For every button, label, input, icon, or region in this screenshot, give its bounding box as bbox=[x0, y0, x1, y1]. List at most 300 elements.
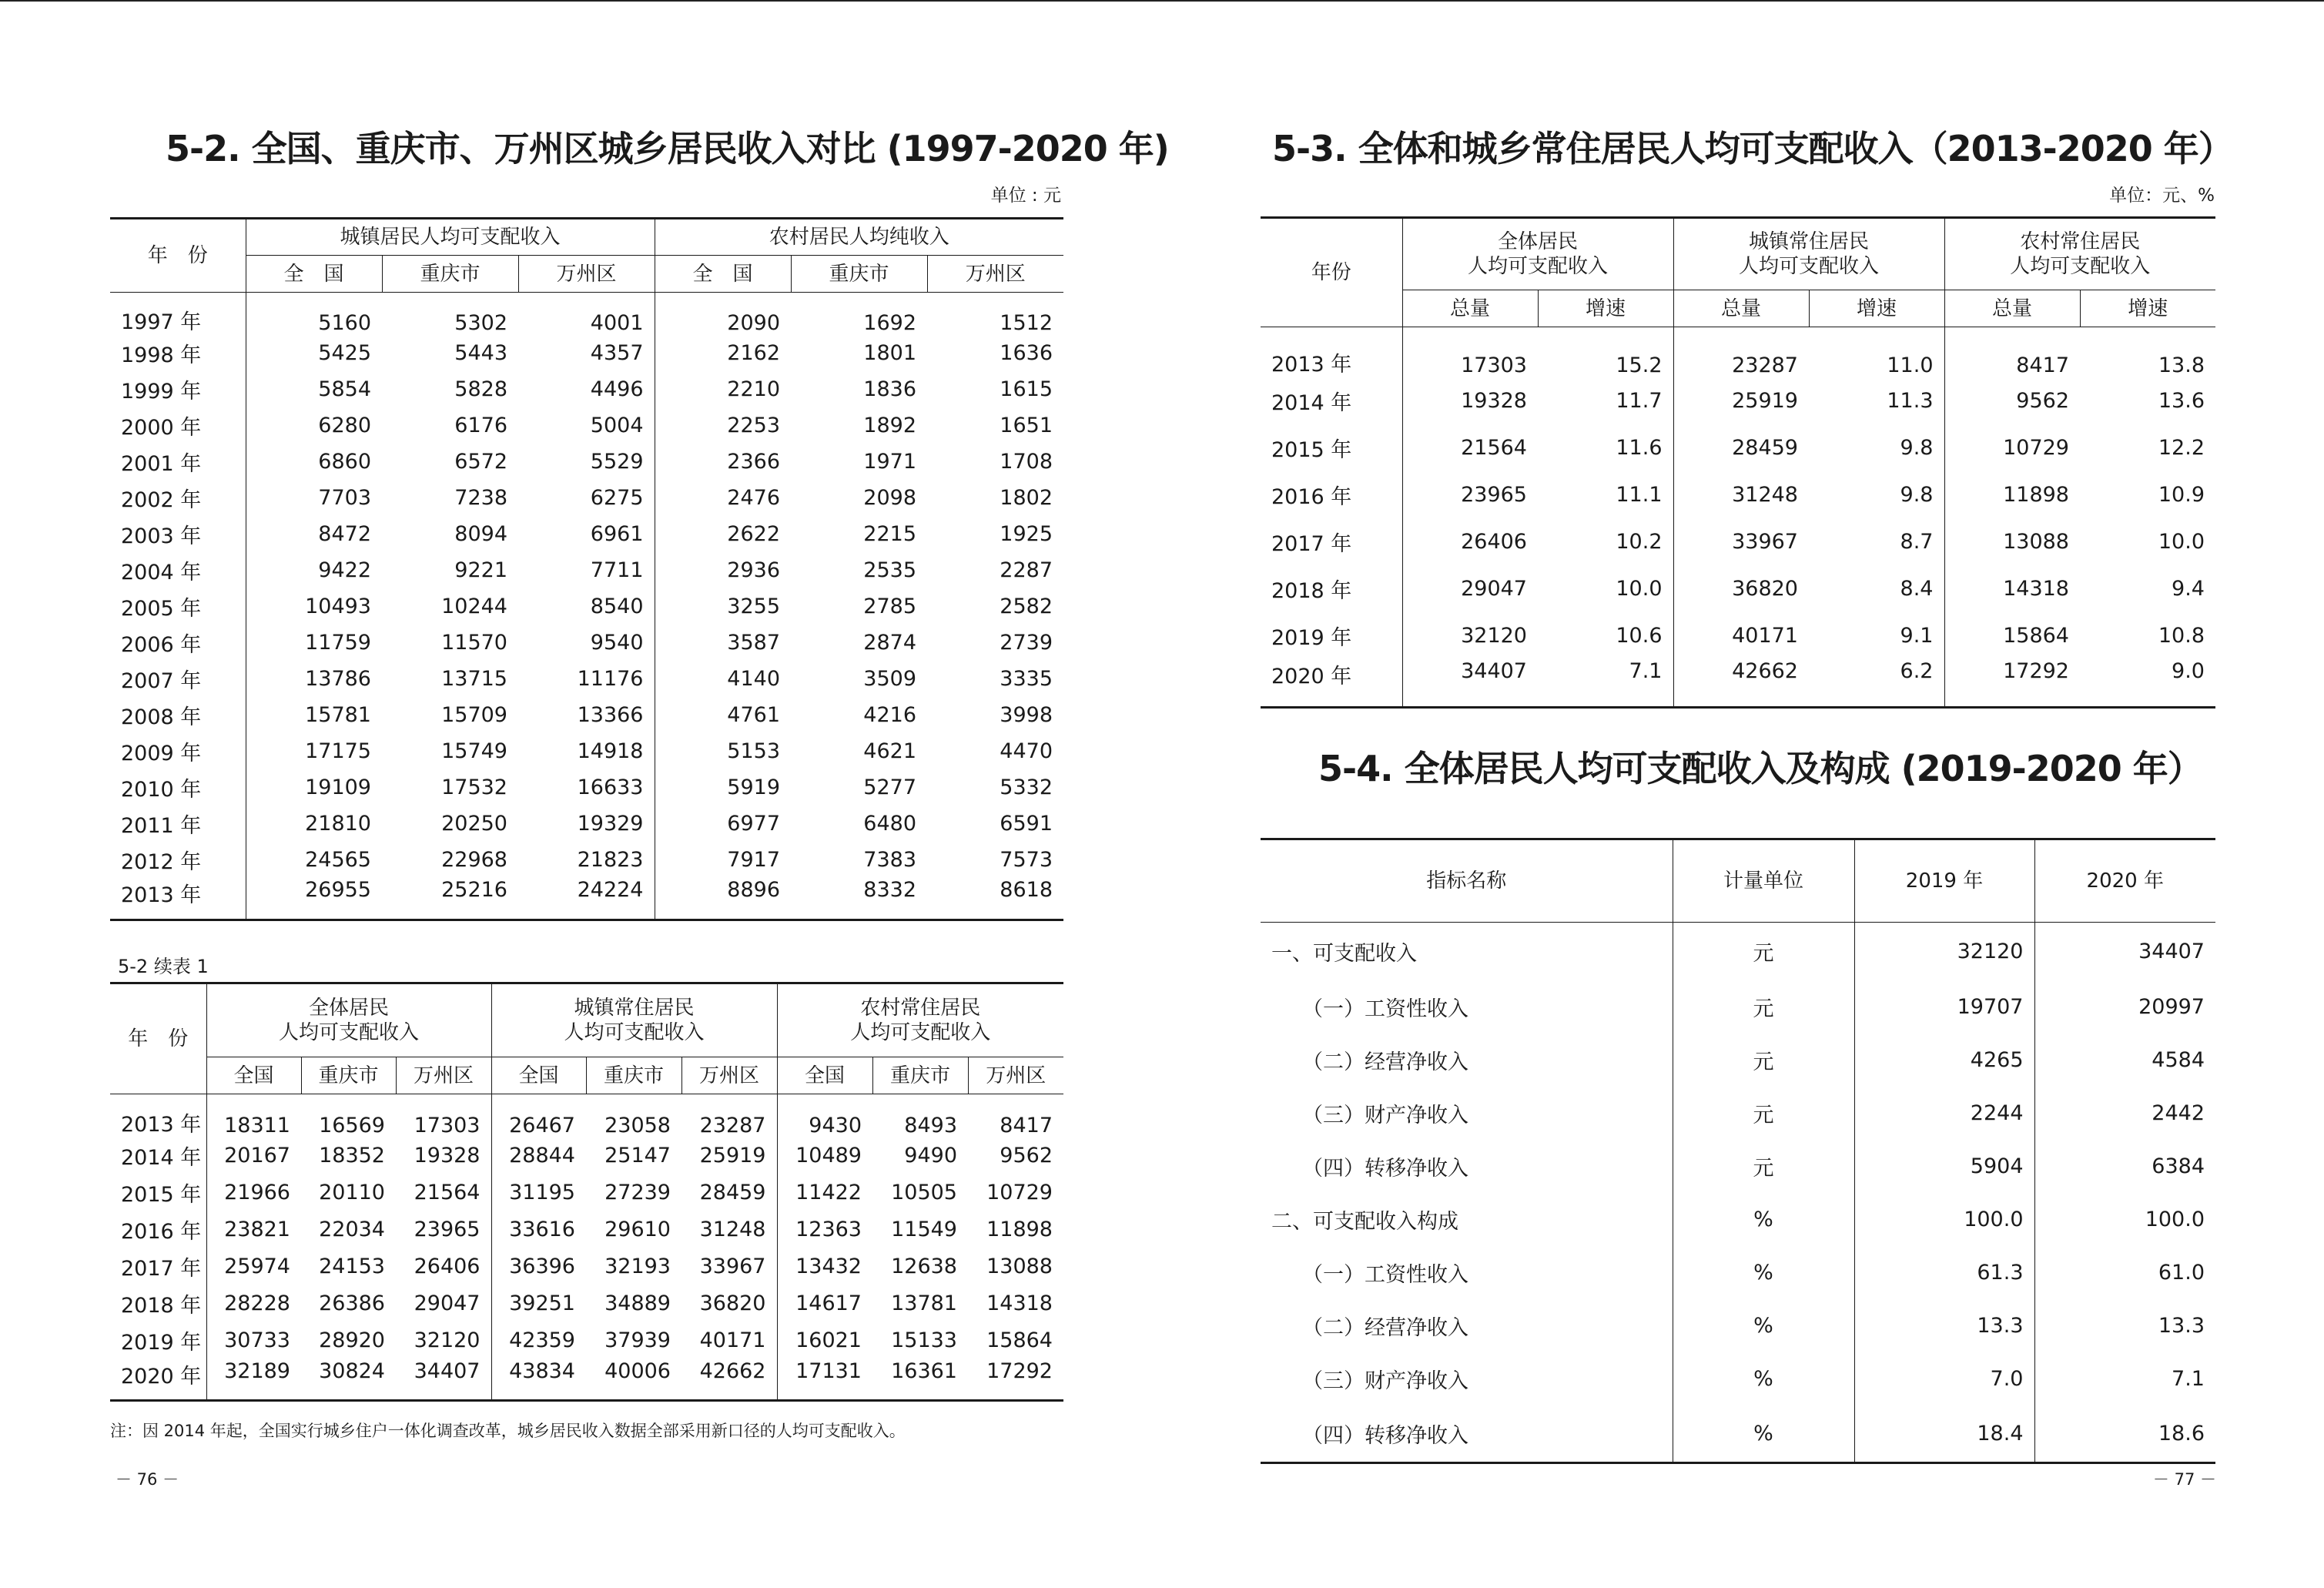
group-header-line: 全体居民 bbox=[1497, 230, 1578, 253]
value-cell: 9562 bbox=[1000, 1144, 1053, 1168]
year-cell: 2001 年 bbox=[121, 451, 202, 476]
year-cell: 2004 年 bbox=[121, 560, 202, 585]
value-cell: 30824 bbox=[319, 1359, 385, 1383]
value-cell: 40006 bbox=[604, 1359, 671, 1383]
table-row bbox=[110, 444, 1063, 480]
value-cell: 4216 bbox=[863, 702, 916, 727]
unit-cell: 元 bbox=[1673, 1034, 1854, 1087]
rural-residents-group-header bbox=[777, 983, 1063, 1057]
table-row bbox=[110, 1137, 1063, 1174]
value-cell: 26467 bbox=[491, 1094, 586, 1137]
value-cell: 1836 bbox=[863, 377, 916, 401]
table-row bbox=[1261, 612, 2215, 659]
value-cell: 6961 bbox=[590, 521, 644, 546]
value-cell: 4001 bbox=[590, 310, 644, 335]
column-header: 全国 bbox=[206, 1057, 301, 1094]
value-cell: 1801 bbox=[863, 340, 916, 365]
column-header: 重庆市 bbox=[586, 1057, 681, 1094]
value-cell: 12363 bbox=[777, 1211, 872, 1248]
value-cell: 11176 bbox=[577, 666, 644, 691]
all-residents-group-header bbox=[206, 983, 491, 1057]
table-row bbox=[1261, 1034, 2215, 1087]
value-cell: 28228 bbox=[206, 1285, 301, 1322]
value-cell: 7383 bbox=[863, 847, 916, 872]
value-cell: 32120 bbox=[414, 1328, 481, 1352]
value-cell: 9430 bbox=[777, 1094, 872, 1137]
value-cell: 28844 bbox=[491, 1137, 586, 1174]
value-cell: 32193 bbox=[604, 1255, 671, 1278]
value-cell: 20167 bbox=[206, 1137, 301, 1174]
value-cell: 5919 bbox=[655, 769, 791, 806]
value-cell: 19328 bbox=[414, 1144, 481, 1168]
year-cell: 1997 年 bbox=[121, 310, 202, 334]
value-cell: 14318 bbox=[986, 1292, 1053, 1315]
table-row bbox=[1261, 377, 2215, 424]
indicator-name-cell: （一）工资性收入 bbox=[1302, 997, 1468, 1021]
value-cell: 19329 bbox=[577, 811, 644, 836]
value-cell: 28459 bbox=[699, 1181, 766, 1204]
value-cell: 3509 bbox=[863, 666, 916, 691]
value-cell: 32189 bbox=[206, 1359, 301, 1401]
value-cell: 28920 bbox=[319, 1328, 385, 1352]
value-cell: 13432 bbox=[777, 1248, 872, 1285]
value-cell: 40171 bbox=[699, 1328, 766, 1352]
value-cell: 29610 bbox=[604, 1218, 671, 1241]
table-5-2-body bbox=[110, 293, 1063, 920]
value-cell: 5425 bbox=[246, 335, 382, 371]
value-cell: 11.1 bbox=[1616, 482, 1663, 507]
value-cell: 18311 bbox=[206, 1094, 301, 1137]
year-cell: 2010 年 bbox=[121, 777, 202, 802]
table-5-4-header bbox=[1261, 839, 2215, 923]
year-cell: 2009 年 bbox=[121, 741, 202, 766]
value-cell: 24153 bbox=[319, 1255, 385, 1278]
column-header: 重庆市 bbox=[872, 1057, 968, 1094]
value-cell: 21810 bbox=[246, 806, 382, 842]
unit-cell: % bbox=[1673, 1299, 1854, 1352]
value-cell: 4584 bbox=[2034, 1034, 2215, 1087]
value-cell: 8472 bbox=[246, 516, 382, 552]
indicator-name-header: 指标名称 bbox=[1261, 839, 1673, 923]
indicator-name-cell: 一、可支配收入 bbox=[1271, 941, 1417, 966]
year-2020-header: 2020 年 bbox=[2034, 839, 2215, 923]
table-row bbox=[110, 806, 1063, 842]
value-cell: 32120 bbox=[1854, 923, 2034, 980]
group-header-line: 人均可支配收入 bbox=[1738, 255, 1879, 278]
value-cell: 1802 bbox=[1000, 485, 1053, 510]
value-cell: 26406 bbox=[1402, 518, 1538, 565]
value-cell: 17532 bbox=[441, 775, 507, 799]
value-cell: 5854 bbox=[246, 371, 382, 407]
value-cell: 2535 bbox=[863, 558, 916, 582]
value-cell: 36820 bbox=[699, 1292, 766, 1315]
table-row bbox=[110, 1359, 1063, 1401]
value-cell: 20250 bbox=[441, 811, 507, 836]
table-row bbox=[110, 1211, 1063, 1248]
table-row bbox=[110, 335, 1063, 371]
value-cell: 31195 bbox=[491, 1174, 586, 1211]
value-cell: 5277 bbox=[863, 775, 916, 799]
value-cell: 23965 bbox=[1402, 471, 1538, 518]
value-cell: 15864 bbox=[986, 1328, 1053, 1352]
value-cell: 10493 bbox=[246, 588, 382, 625]
year-cell: 2015 年 bbox=[121, 1183, 202, 1207]
rural-residents-group-header bbox=[1944, 218, 2215, 290]
value-cell: 15781 bbox=[246, 697, 382, 733]
value-cell: 6480 bbox=[863, 811, 916, 836]
value-cell: 28459 bbox=[1673, 424, 1809, 471]
table-row bbox=[110, 842, 1063, 878]
value-cell: 8493 bbox=[904, 1113, 957, 1137]
table-5-3 bbox=[1261, 216, 2215, 709]
value-cell: 5828 bbox=[454, 377, 507, 401]
value-cell: 43834 bbox=[491, 1359, 586, 1401]
year-cell: 2016 年 bbox=[1271, 484, 1352, 509]
table-row bbox=[1261, 1405, 2215, 1463]
value-cell: 8618 bbox=[1000, 877, 1053, 902]
table-row bbox=[110, 552, 1063, 588]
value-cell: 9422 bbox=[246, 552, 382, 588]
group-header-line: 农村常住居民 bbox=[2020, 230, 2141, 253]
table-row bbox=[110, 661, 1063, 697]
year-cell: 2016 年 bbox=[121, 1220, 202, 1244]
value-cell: 2287 bbox=[1000, 558, 1053, 582]
table-5-2-continued-body bbox=[110, 1094, 1063, 1401]
value-cell: 2476 bbox=[655, 480, 791, 516]
value-cell: 42359 bbox=[491, 1322, 586, 1359]
year-cell: 2014 年 bbox=[121, 1146, 202, 1170]
table-row bbox=[1261, 424, 2215, 471]
table-5-2-continued-label: 5-2 续表 1 bbox=[118, 956, 209, 977]
value-cell: 2366 bbox=[655, 444, 791, 480]
value-cell: 32120 bbox=[1402, 612, 1538, 659]
value-cell: 11422 bbox=[777, 1174, 872, 1211]
value-cell: 2785 bbox=[863, 594, 916, 618]
value-cell: 100.0 bbox=[1854, 1193, 2034, 1246]
table-5-2-title: 5-2. 全国、重庆市、万州区城乡居民收入对比 (1997-2020 年) bbox=[166, 128, 1169, 169]
column-header: 全 国 bbox=[655, 256, 791, 293]
value-cell: 100.0 bbox=[2034, 1193, 2215, 1246]
column-header: 万州区 bbox=[518, 256, 655, 293]
table-5-3-unit: 单位：元、% bbox=[2109, 186, 2215, 206]
group-header-line: 人均可支配收入 bbox=[2010, 255, 2151, 278]
value-cell: 10.8 bbox=[2158, 623, 2205, 648]
value-cell: 34407 bbox=[1402, 659, 1538, 708]
table-5-4-body bbox=[1261, 923, 2215, 1463]
column-header: 总量 bbox=[1673, 290, 1809, 327]
value-cell: 29047 bbox=[1402, 565, 1538, 612]
value-cell: 11759 bbox=[246, 625, 382, 661]
table-row bbox=[110, 733, 1063, 769]
value-cell: 7.1 bbox=[1629, 658, 1663, 683]
value-cell: 10.2 bbox=[1616, 529, 1663, 554]
value-cell: 3255 bbox=[655, 588, 791, 625]
value-cell: 2582 bbox=[1000, 594, 1053, 618]
value-cell: 8.4 bbox=[1900, 576, 1934, 601]
year-cell: 2018 年 bbox=[121, 1294, 202, 1318]
value-cell: 1708 bbox=[1000, 449, 1053, 474]
value-cell: 6977 bbox=[655, 806, 791, 842]
rural-income-group-header: 农村居民人均纯收入 bbox=[655, 219, 1063, 256]
value-cell: 7.0 bbox=[1854, 1352, 2034, 1405]
value-cell: 17175 bbox=[246, 733, 382, 769]
value-cell: 2874 bbox=[863, 630, 916, 655]
value-cell: 10729 bbox=[986, 1181, 1053, 1204]
value-cell: 2244 bbox=[1854, 1087, 2034, 1140]
table-5-2 bbox=[110, 217, 1063, 921]
table-5-3-header bbox=[1261, 218, 2215, 327]
value-cell: 26955 bbox=[246, 878, 382, 920]
value-cell: 17292 bbox=[986, 1359, 1053, 1383]
column-header: 万州区 bbox=[396, 1057, 491, 1094]
value-cell: 11.7 bbox=[1616, 388, 1663, 413]
value-cell: 24224 bbox=[577, 877, 644, 902]
value-cell: 5443 bbox=[454, 340, 507, 365]
value-cell: 7238 bbox=[454, 485, 507, 510]
table-row bbox=[1261, 518, 2215, 565]
column-header: 总量 bbox=[1402, 290, 1538, 327]
value-cell: 21564 bbox=[1402, 424, 1538, 471]
value-cell: 13781 bbox=[891, 1292, 957, 1315]
value-cell: 14318 bbox=[1944, 565, 2080, 612]
column-header: 增速 bbox=[1809, 290, 1944, 327]
column-header: 重庆市 bbox=[301, 1057, 396, 1094]
table-row bbox=[110, 1285, 1063, 1322]
table-row bbox=[110, 1174, 1063, 1211]
value-cell: 22968 bbox=[441, 847, 507, 872]
value-cell: 15709 bbox=[441, 702, 507, 727]
value-cell: 13.8 bbox=[2158, 353, 2205, 377]
value-cell: 23965 bbox=[414, 1218, 481, 1241]
value-cell: 29047 bbox=[414, 1292, 481, 1315]
year-cell: 2002 年 bbox=[121, 487, 202, 512]
table-row bbox=[110, 516, 1063, 552]
value-cell: 5529 bbox=[590, 449, 644, 474]
value-cell: 11570 bbox=[441, 630, 507, 655]
value-cell: 26406 bbox=[414, 1255, 481, 1278]
table-row bbox=[1261, 1140, 2215, 1193]
value-cell: 5153 bbox=[655, 733, 791, 769]
group-header-line: 城镇常住居民 bbox=[1748, 230, 1869, 253]
column-header: 万州区 bbox=[927, 256, 1063, 293]
indicator-name-cell: （三）财产净收入 bbox=[1302, 1103, 1468, 1127]
column-header: 增速 bbox=[1538, 290, 1673, 327]
value-cell: 21966 bbox=[206, 1174, 301, 1211]
unit-cell: 元 bbox=[1673, 980, 1854, 1034]
value-cell: 9490 bbox=[904, 1144, 957, 1168]
value-cell: 13366 bbox=[577, 702, 644, 727]
value-cell: 25147 bbox=[604, 1144, 671, 1168]
value-cell: 9.0 bbox=[2172, 658, 2205, 683]
year-cell: 1999 年 bbox=[121, 379, 202, 404]
table-row bbox=[1261, 980, 2215, 1034]
year-column-header: 年 份 bbox=[110, 219, 246, 293]
value-cell: 25919 bbox=[1673, 377, 1809, 424]
page-number-left: － 76 － bbox=[116, 1470, 179, 1489]
value-cell: 6572 bbox=[454, 449, 507, 474]
table-row bbox=[1261, 471, 2215, 518]
year-cell: 2003 年 bbox=[121, 524, 202, 548]
value-cell: 5302 bbox=[454, 310, 507, 335]
value-cell: 11898 bbox=[1944, 471, 2080, 518]
value-cell: 17303 bbox=[1402, 327, 1538, 377]
value-cell: 23821 bbox=[206, 1211, 301, 1248]
value-cell: 6384 bbox=[2034, 1140, 2215, 1193]
value-cell: 16569 bbox=[319, 1113, 385, 1137]
year-cell: 2006 年 bbox=[121, 632, 202, 657]
value-cell: 4140 bbox=[655, 661, 791, 697]
value-cell: 11.3 bbox=[1887, 388, 1934, 413]
value-cell: 9.1 bbox=[1900, 623, 1934, 648]
value-cell: 10.0 bbox=[2158, 529, 2205, 554]
value-cell: 4470 bbox=[1000, 739, 1053, 763]
year-cell: 2013 年 bbox=[121, 883, 202, 907]
value-cell: 19328 bbox=[1402, 377, 1538, 424]
value-cell: 3587 bbox=[655, 625, 791, 661]
value-cell: 4621 bbox=[863, 739, 916, 763]
value-cell: 8.7 bbox=[1900, 529, 1934, 554]
value-cell: 13.6 bbox=[2158, 388, 2205, 413]
value-cell: 6860 bbox=[246, 444, 382, 480]
unit-cell: 元 bbox=[1673, 923, 1854, 980]
unit-cell: 元 bbox=[1673, 1140, 1854, 1193]
value-cell: 1651 bbox=[1000, 413, 1053, 437]
value-cell: 8896 bbox=[655, 878, 791, 920]
value-cell: 15133 bbox=[891, 1328, 957, 1352]
table-row bbox=[110, 1322, 1063, 1359]
table-5-2-continued-header bbox=[110, 983, 1063, 1094]
value-cell: 7573 bbox=[1000, 847, 1053, 872]
group-header-line: 全体居民 bbox=[308, 997, 389, 1020]
value-cell: 10.0 bbox=[1616, 576, 1663, 601]
value-cell: 5904 bbox=[1854, 1140, 2034, 1193]
value-cell: 31248 bbox=[699, 1218, 766, 1241]
year-cell: 2018 年 bbox=[1271, 578, 1352, 603]
column-header: 总量 bbox=[1944, 290, 2080, 327]
value-cell: 13088 bbox=[1944, 518, 2080, 565]
value-cell: 19109 bbox=[246, 769, 382, 806]
table-row bbox=[110, 878, 1063, 920]
year-cell: 2000 年 bbox=[121, 415, 202, 440]
column-header: 万州区 bbox=[968, 1057, 1063, 1094]
table-row bbox=[110, 1248, 1063, 1285]
value-cell: 16633 bbox=[577, 775, 644, 799]
value-cell: 31248 bbox=[1673, 471, 1809, 518]
column-header: 万州区 bbox=[681, 1057, 777, 1094]
year-cell: 2020 年 bbox=[121, 1364, 202, 1389]
value-cell: 1892 bbox=[863, 413, 916, 437]
value-cell: 10244 bbox=[441, 594, 507, 618]
value-cell: 23287 bbox=[699, 1113, 766, 1137]
group-header-line: 人均可支配收入 bbox=[564, 1021, 705, 1044]
value-cell: 11.6 bbox=[1616, 435, 1663, 460]
value-cell: 7917 bbox=[655, 842, 791, 878]
value-cell: 12638 bbox=[891, 1255, 957, 1278]
urban-residents-group-header bbox=[1673, 218, 1944, 290]
year-cell: 2007 年 bbox=[121, 668, 202, 693]
value-cell: 42662 bbox=[1673, 659, 1809, 708]
table-row bbox=[110, 293, 1063, 335]
value-cell: 9.4 bbox=[2172, 576, 2205, 601]
year-cell: 2012 年 bbox=[121, 849, 202, 874]
value-cell: 4761 bbox=[655, 697, 791, 733]
value-cell: 7703 bbox=[246, 480, 382, 516]
unit-cell: % bbox=[1673, 1193, 1854, 1246]
year-column-header: 年 份 bbox=[110, 983, 206, 1094]
unit-cell: 元 bbox=[1673, 1087, 1854, 1140]
table-row bbox=[110, 625, 1063, 661]
value-cell: 33967 bbox=[1673, 518, 1809, 565]
value-cell: 22034 bbox=[319, 1218, 385, 1241]
value-cell: 17131 bbox=[777, 1359, 872, 1401]
year-cell: 2015 年 bbox=[1271, 437, 1352, 462]
value-cell: 7.1 bbox=[2034, 1352, 2215, 1405]
indicator-name-cell: （四）转移净收入 bbox=[1302, 1156, 1468, 1181]
value-cell: 11549 bbox=[891, 1218, 957, 1241]
value-cell: 39251 bbox=[491, 1285, 586, 1322]
year-cell: 2005 年 bbox=[121, 596, 202, 621]
value-cell: 13.3 bbox=[1854, 1299, 2034, 1352]
value-cell: 14918 bbox=[577, 739, 644, 763]
column-header: 全国 bbox=[491, 1057, 586, 1094]
unit-header: 计量单位 bbox=[1673, 839, 1854, 923]
table-row bbox=[1261, 1087, 2215, 1140]
value-cell: 1971 bbox=[863, 449, 916, 474]
footnote: 注：因 2014 年起，全国实行城乡住户一体化调查改革，城乡居民收入数据全部采用新口径的人均可支配收入。 bbox=[110, 1422, 906, 1440]
value-cell: 23058 bbox=[604, 1113, 671, 1137]
value-cell: 1925 bbox=[1000, 521, 1053, 546]
value-cell: 8094 bbox=[454, 521, 507, 546]
year-column-header: 年份 bbox=[1261, 218, 1402, 327]
value-cell: 34889 bbox=[604, 1292, 671, 1315]
value-cell: 17292 bbox=[1944, 659, 2080, 708]
year-cell: 2013 年 bbox=[1271, 352, 1352, 377]
value-cell: 26386 bbox=[319, 1292, 385, 1315]
value-cell: 61.0 bbox=[2034, 1246, 2215, 1299]
value-cell: 13715 bbox=[441, 666, 507, 691]
value-cell: 8332 bbox=[863, 877, 916, 902]
column-header: 全 国 bbox=[246, 256, 382, 293]
year-cell: 2017 年 bbox=[1271, 531, 1352, 556]
value-cell: 2098 bbox=[863, 485, 916, 510]
group-header-line: 人均可支配收入 bbox=[278, 1021, 419, 1044]
table-row bbox=[1261, 1299, 2215, 1352]
year-cell: 2019 年 bbox=[121, 1331, 202, 1355]
value-cell: 1636 bbox=[1000, 340, 1053, 365]
value-cell: 12.2 bbox=[2158, 435, 2205, 460]
year-cell: 2008 年 bbox=[121, 705, 202, 729]
value-cell: 10505 bbox=[891, 1181, 957, 1204]
indicator-name-cell: （一）工资性收入 bbox=[1302, 1262, 1468, 1287]
value-cell: 33616 bbox=[491, 1211, 586, 1248]
value-cell: 2215 bbox=[863, 521, 916, 546]
table-5-3-title: 5-3. 全体和城乡常住居民人均可支配收入（2013-2020 年） bbox=[1272, 128, 2233, 169]
column-header: 增速 bbox=[2080, 290, 2215, 327]
table-5-2-continued bbox=[110, 982, 1063, 1402]
all-residents-group-header bbox=[1402, 218, 1673, 290]
indicator-name-cell: （三）财产净收入 bbox=[1302, 1369, 1468, 1393]
year-2019-header: 2019 年 bbox=[1854, 839, 2034, 923]
value-cell: 21823 bbox=[577, 847, 644, 872]
value-cell: 11898 bbox=[986, 1218, 1053, 1241]
urban-residents-group-header bbox=[491, 983, 777, 1057]
table-row bbox=[110, 1094, 1063, 1137]
value-cell: 9221 bbox=[454, 558, 507, 582]
value-cell: 14617 bbox=[777, 1285, 872, 1322]
value-cell: 1692 bbox=[863, 310, 916, 335]
value-cell: 21564 bbox=[414, 1181, 481, 1204]
value-cell: 2442 bbox=[2034, 1087, 2215, 1140]
